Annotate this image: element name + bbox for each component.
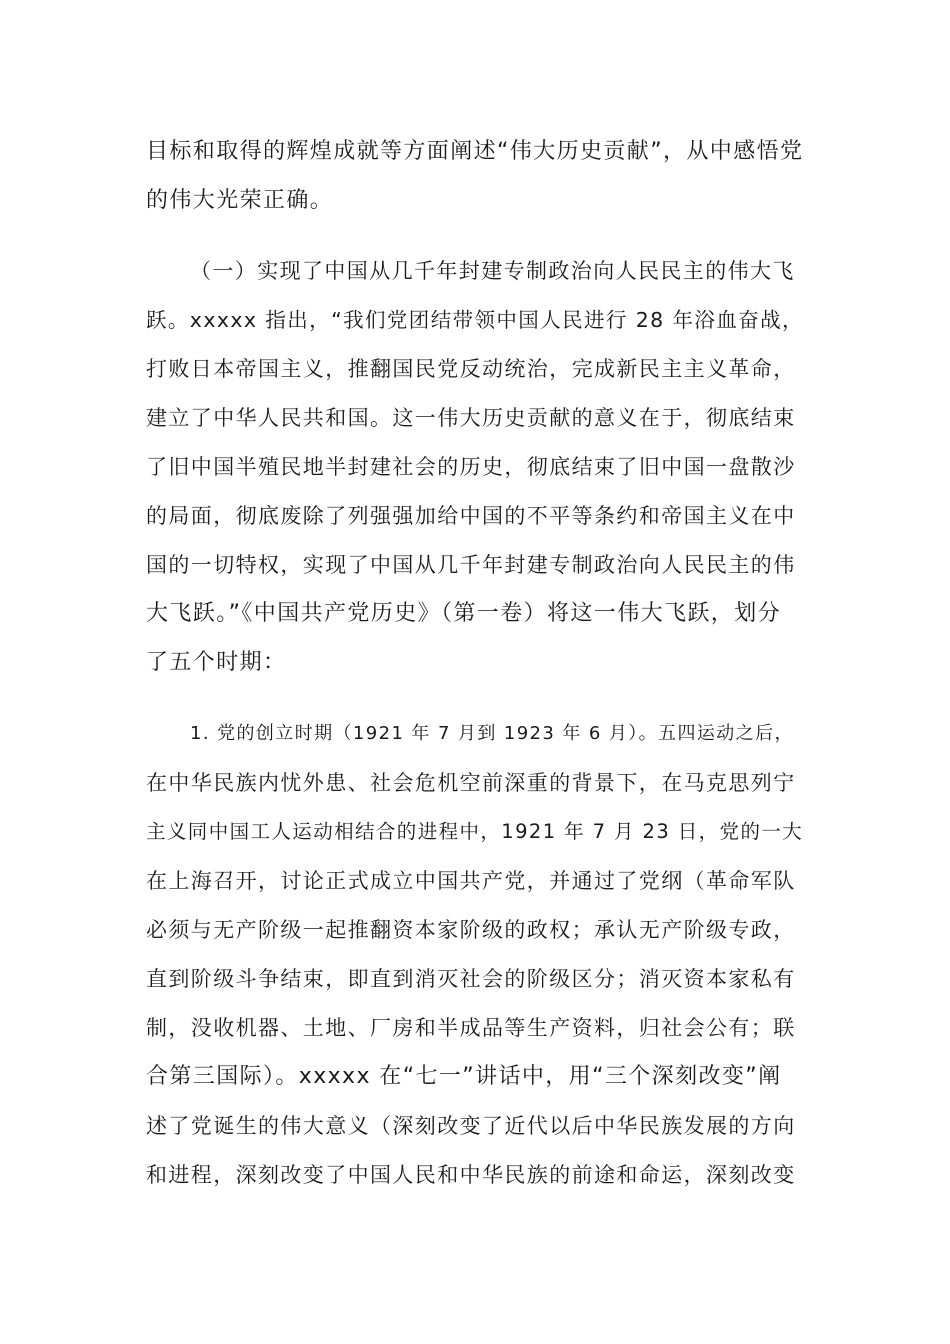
text-line: 建立了中华人民共和国。这一伟大历史贡献的意义在于，彻底结束 (146, 406, 796, 430)
text-line: 跃。xxxxx 指出，“我们党团结带领中国人民进行 28 年浴血奋战， (146, 308, 804, 332)
text-line: 国的一切特权，实现了中国从几千年封建专制政治向人民民主的伟 (146, 553, 796, 577)
text-line: 打败日本帝国主义，推翻国民党反动统治，完成新民主主义革命， (146, 357, 796, 381)
text-line: 大飞跃。”《中国共产党历史》（第一卷）将这一伟大飞跃，划分 (146, 601, 781, 626)
text-line: 必须与无产阶级一起推翻资本家阶级的政权；承认无产阶级专政， (146, 918, 796, 942)
text-line: 述了党诞生的伟大意义（深刻改变了近代以后中华民族发展的方向 (146, 1114, 796, 1138)
text-line: 的局面，彻底废除了列强强加给中国的不平等条约和帝国主义在中 (146, 504, 796, 528)
text-line: 了旧中国半殖民地半封建社会的历史，彻底结束了旧中国一盘散沙 (146, 455, 796, 479)
text-line: 在中华民族内忧外患、社会危机空前深重的背景下，在马克思列宁 (146, 771, 796, 795)
text-line: 目标和取得的辉煌成就等方面阐述“伟大历史贡献”，从中感悟党 (146, 139, 804, 164)
text-line: 直到阶级斗争结束，即直到消灭社会的阶级区分；消灭资本家私有 (146, 967, 796, 991)
text-line: 了五个时期： (146, 650, 287, 675)
text-line: 主义同中国工人运动相结合的进程中，1921 年 7 月 23 日，党的一大 (146, 820, 804, 843)
text-line: 合第三国际）。xxxxx 在“七一”讲话中，用“三个深刻改变”阐 (146, 1064, 782, 1089)
text-line: 制，没收机器、土地、厂房和半成品等生产资料，归社会公有；联 (146, 1016, 796, 1040)
section-heading-line: （一）实现了中国从几千年封建专制政治向人民民主的伟大飞 (190, 259, 795, 283)
text-line: 在上海召开，讨论正式成立中国共产党，并通过了党纲（革命军队 (146, 869, 796, 893)
list-item-line: 1. 党的创立时期（1921 年 7 月到 1923 年 6 月）。五四运动之后， (190, 723, 794, 744)
text-line: 的伟大光荣正确。 (146, 188, 334, 213)
text-line: 和进程，深刻改变了中国人民和中华民族的前途和命运，深刻改变 (146, 1163, 796, 1187)
